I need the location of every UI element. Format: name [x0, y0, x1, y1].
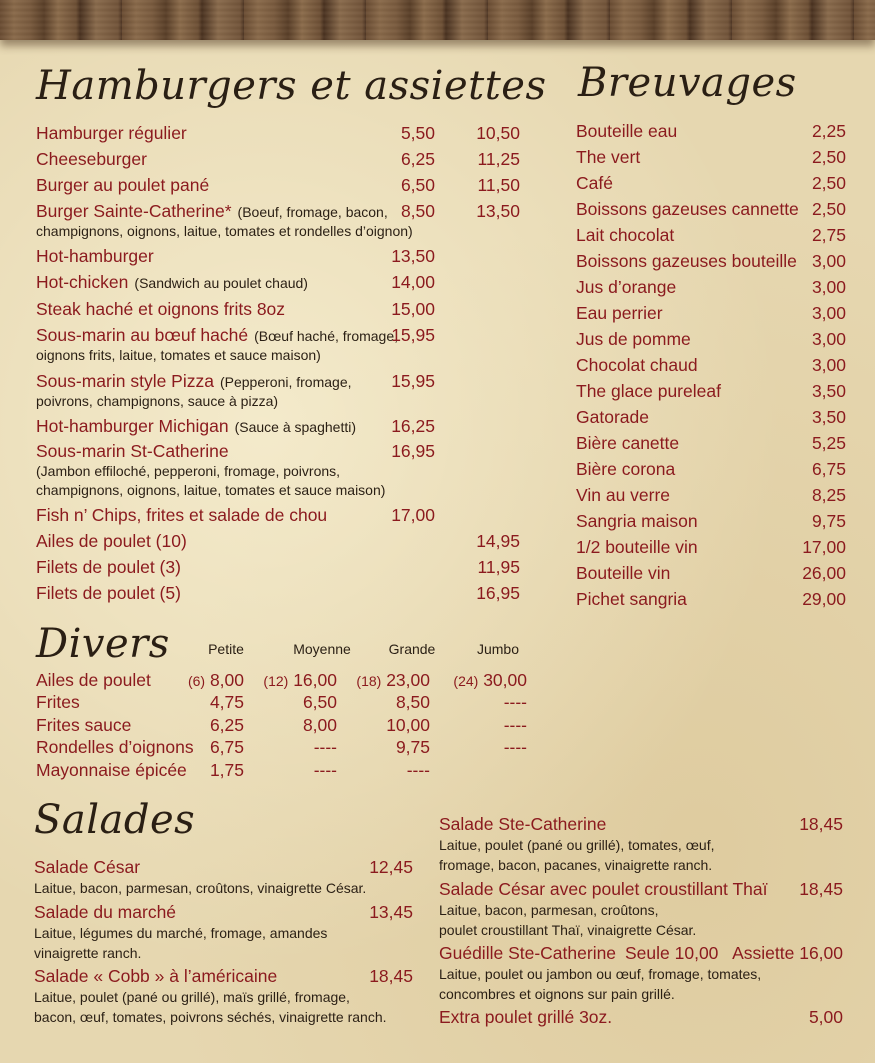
- divers-price-value: 30,00: [483, 670, 527, 690]
- beverage-name: The glace pureleaf: [576, 381, 721, 401]
- beverage-name: Bière canette: [576, 433, 680, 453]
- divers-item-name: Frites: [36, 692, 80, 712]
- menu-item-name: Hamburger régulier: [36, 123, 187, 143]
- salad-description: Laitue, bacon, parmesan, croûtons, vinaigrette César.: [34, 880, 367, 896]
- salad-price: 13,45: [369, 902, 413, 922]
- menu-item-price-plate: 13,50: [476, 201, 520, 221]
- menu-item-name: Fish n’ Chips, frites et salade de chou: [36, 505, 328, 525]
- divers-price-cell: [396, 736, 430, 758]
- menu-item-price-single: 16,95: [391, 441, 435, 461]
- beverage-price: 3,50: [811, 407, 846, 427]
- beverage-price: 3,50: [811, 381, 846, 401]
- beverage-name: Jus d’orange: [576, 277, 677, 297]
- salades-title: Salades: [34, 797, 196, 843]
- beverage-name: Gatorade: [576, 407, 649, 427]
- divers-price-value: ----: [313, 760, 337, 780]
- salad-price: 18,45: [799, 879, 843, 899]
- divers-price-value: 10,00: [386, 715, 430, 735]
- divers-price-value: 16,00: [293, 670, 337, 690]
- menu-item-price-plate: 14,95: [476, 531, 520, 551]
- beverage-price: 8,25: [811, 485, 846, 505]
- divers-price-cell: [504, 714, 527, 736]
- menu-item-description: (Sauce à spaghetti): [234, 419, 356, 435]
- beverage-name: 1/2 bouteille vin: [576, 537, 698, 557]
- divers-price-cell: [453, 669, 527, 692]
- menu-item-description: (Boeuf, fromage, bacon,: [237, 204, 388, 220]
- divers-price-value: 8,00: [209, 670, 244, 690]
- beverage-name: Bière corona: [576, 459, 676, 479]
- divers-price-value: ----: [406, 760, 430, 780]
- beverage-price: 26,00: [802, 563, 846, 583]
- beverage-price: 3,00: [811, 329, 846, 349]
- divers-portion-count: (12): [263, 673, 289, 689]
- salad-name: Guédille Ste-Catherine: [439, 943, 617, 963]
- beverage-name: Bouteille eau: [576, 121, 678, 141]
- beverage-name: Jus de pomme: [576, 329, 691, 349]
- divers-price-value: 4,75: [209, 692, 244, 712]
- salad-name: Salade César: [34, 857, 141, 877]
- menu-item-name: Sous-marin au bœuf haché: [36, 325, 249, 345]
- salad-price: 5,00: [808, 1007, 843, 1027]
- divers-price-cell: [188, 669, 244, 692]
- divers-price-cell: [504, 736, 527, 758]
- salad-price-alone: Seule 10,00: [625, 943, 719, 963]
- salad-description: Laitue, poulet ou jambon ou œuf, fromage, tomates,: [439, 966, 762, 982]
- menu-item-price-single: 15,95: [391, 325, 435, 345]
- wood-header-banner: [0, 0, 875, 40]
- menu-item-description-line: oignons frits, laitue, tomates et sauce maison): [36, 347, 321, 363]
- beverage-name: Chocolat chaud: [576, 355, 698, 375]
- divers-item-name: Ailes de poulet: [36, 670, 151, 690]
- menu-item-price-plate: 11,25: [477, 149, 520, 169]
- menu-item-name: Sous-marin St-Catherine: [36, 441, 229, 461]
- divers-price-cell: [263, 669, 337, 692]
- beverage-price: 2,50: [811, 199, 846, 219]
- menu-item-name: Burger au poulet pané: [36, 175, 210, 195]
- beverage-price: 3,00: [811, 355, 846, 375]
- salad-name: Salade « Cobb » à l’américaine: [34, 966, 278, 986]
- divers-price-cell: [303, 691, 337, 713]
- menu-item-price-single: 6,25: [400, 149, 435, 169]
- divers-item-name: Rondelles d’oignons: [36, 737, 194, 757]
- beverage-name: Sangria maison: [576, 511, 698, 531]
- beverage-name: Café: [576, 173, 613, 193]
- breuvages-title: Breuvages: [578, 60, 797, 106]
- menu-item-description-line: (Jambon effiloché, pepperoni, fromage, poivrons,: [36, 463, 341, 479]
- salad-price: 12,45: [369, 857, 413, 877]
- salad-description: concombres et oignons sur pain grillé.: [439, 986, 675, 1002]
- menu-item-name: Hot-chicken: [36, 272, 129, 292]
- divers-item-name: Mayonnaise épicée: [36, 760, 187, 780]
- divers-price-cell: [210, 714, 244, 736]
- beverage-name: Bouteille vin: [576, 563, 671, 583]
- salad-description: vinaigrette ranch.: [34, 945, 142, 961]
- divers-column-header: Grande: [388, 641, 436, 657]
- divers-price-value: 23,00: [386, 670, 430, 690]
- menu-item-price-single: 15,00: [391, 299, 435, 319]
- beverage-price: 3,00: [811, 251, 846, 271]
- divers-price-cell: [314, 759, 337, 781]
- divers-price-value: 8,00: [302, 715, 337, 735]
- divers-column-header: Petite: [208, 641, 244, 657]
- divers-price-value: ----: [503, 692, 527, 712]
- salad-name: Extra poulet grillé 3oz.: [439, 1007, 613, 1027]
- beverage-price: 3,00: [811, 277, 846, 297]
- menu-item-description: (Sandwich au poulet chaud): [134, 275, 308, 291]
- beverage-price: 6,75: [811, 459, 846, 479]
- salad-description: Laitue, poulet (pané ou grillé), maïs grillé, fromage,: [34, 989, 350, 1005]
- menu-item-name: Steak haché et oignons frits 8oz: [36, 299, 286, 319]
- menu-item-price-plate: 11,50: [477, 175, 520, 195]
- divers-price-value: ----: [503, 715, 527, 735]
- menu-item-name: Filets de poulet (5): [36, 583, 181, 603]
- menu-item-name: Filets de poulet (3): [36, 557, 181, 577]
- beverage-price: 17,00: [802, 537, 846, 557]
- divers-price-value: 9,75: [395, 737, 430, 757]
- salad-name: Salade César avec poulet croustillant Thaï: [439, 879, 768, 899]
- divers-portion-count: (18): [356, 673, 382, 689]
- salad-description: Laitue, légumes du marché, fromage, amandes: [34, 925, 328, 941]
- divers-price-cell: [210, 736, 244, 758]
- beverage-price: 29,00: [802, 589, 846, 609]
- divers-item-name: Frites sauce: [36, 715, 132, 735]
- divers-price-cell: [504, 691, 527, 713]
- divers-column-header: Moyenne: [293, 641, 351, 657]
- menu-item-name: Cheeseburger: [36, 149, 147, 169]
- divers-price-cell: [396, 691, 430, 713]
- menu-item-price-single: 6,50: [400, 175, 435, 195]
- salad-description: poulet croustillant Thaï, vinaigrette César.: [439, 922, 697, 938]
- divers-price-cell: [303, 714, 337, 736]
- divers-column-header: Jumbo: [476, 641, 520, 657]
- salad-description: bacon, œuf, tomates, poivrons séchés, vinaigrette ranch.: [34, 1009, 387, 1025]
- divers-title: Divers: [36, 621, 170, 667]
- menu-item-price-plate: 10,50: [476, 123, 520, 143]
- menu-item-description-line: poivrons, champignons, sauce à pizza): [36, 393, 279, 409]
- beverage-name: Vin au verre: [576, 485, 671, 505]
- divers-price-cell: [407, 759, 430, 781]
- menu-item-description-line: champignons, oignons, laitue, tomates et sauce maison): [36, 482, 386, 498]
- menu-item-description: (Pepperoni, fromage,: [219, 374, 352, 390]
- divers-price-cell: [356, 669, 430, 692]
- menu-item-price-single: 17,00: [391, 505, 435, 525]
- beverage-price: 2,50: [811, 147, 846, 167]
- divers-price-cell: [210, 691, 244, 713]
- menu-item-price-single: 8,50: [400, 201, 435, 221]
- menu-item-price-single: 16,25: [391, 416, 435, 436]
- menu-item-price-plate: 16,95: [476, 583, 520, 603]
- beverage-price: 9,75: [811, 511, 846, 531]
- beverage-price: 2,75: [811, 225, 846, 245]
- menu-item-name: Sous-marin style Pizza: [36, 371, 214, 391]
- beverage-name: Pichet sangria: [576, 589, 687, 609]
- beverage-name: Boissons gazeuses cannette: [576, 199, 799, 219]
- salad-description: Laitue, poulet (pané ou grillé), tomates, œuf,: [439, 837, 715, 853]
- beverage-name: Lait chocolat: [576, 225, 675, 245]
- divers-price-value: 8,50: [395, 692, 430, 712]
- menu-item-name: Hot-hamburger Michigan: [36, 416, 229, 436]
- divers-portion-count: (24): [453, 673, 479, 689]
- beverage-price: 2,25: [811, 121, 846, 141]
- menu-item-name: Ailes de poulet (10): [36, 531, 187, 551]
- divers-price-value: 1,75: [209, 760, 244, 780]
- divers-price-cell: [210, 759, 244, 781]
- menu-item-price-single: 15,95: [391, 371, 435, 391]
- beverage-name: Boissons gazeuses bouteille: [576, 251, 797, 271]
- menu-item-name: Burger Sainte-Catherine*: [36, 201, 232, 221]
- menu-item-description: (Bœuf haché, fromage,: [254, 328, 399, 344]
- salad-name: Salade du marché: [34, 902, 177, 922]
- beverage-name: Eau perrier: [576, 303, 663, 323]
- beverage-price: 5,25: [811, 433, 846, 453]
- menu-item-name: Hot-hamburger: [36, 246, 154, 266]
- divers-price-value: ----: [503, 737, 527, 757]
- salad-name: Salade Ste-Catherine: [439, 814, 607, 834]
- divers-price-value: ----: [313, 737, 337, 757]
- menu-item-price-single: 14,00: [391, 272, 435, 292]
- divers-price-value: 6,50: [302, 692, 337, 712]
- salad-description: fromage, bacon, pacanes, vinaigrette ranch.: [439, 857, 713, 873]
- menu-item-price-single: 5,50: [400, 123, 435, 143]
- divers-price-cell: [386, 714, 430, 736]
- beverage-name: The vert: [576, 147, 641, 167]
- beverage-price: 3,00: [811, 303, 846, 323]
- salad-description: Laitue, bacon, parmesan, croûtons,: [439, 902, 659, 918]
- divers-price-value: 6,25: [209, 715, 244, 735]
- divers-portion-count: (6): [187, 673, 206, 689]
- menu-item-price-plate: 11,95: [477, 557, 520, 577]
- divers-price-value: 6,75: [209, 737, 244, 757]
- menu-item-description-line: champignons, oignons, laitue, tomates et rondelles d’oignon): [36, 223, 413, 239]
- beverage-price: 2,50: [811, 173, 846, 193]
- menu-item-price-single: 13,50: [391, 246, 435, 266]
- salad-price: 18,45: [369, 966, 413, 986]
- salad-price: Assiette 16,00: [732, 943, 843, 963]
- hamburgers-title: Hamburgers et assiettes: [36, 63, 547, 109]
- salad-price: 18,45: [799, 814, 843, 834]
- divers-price-cell: [314, 736, 337, 758]
